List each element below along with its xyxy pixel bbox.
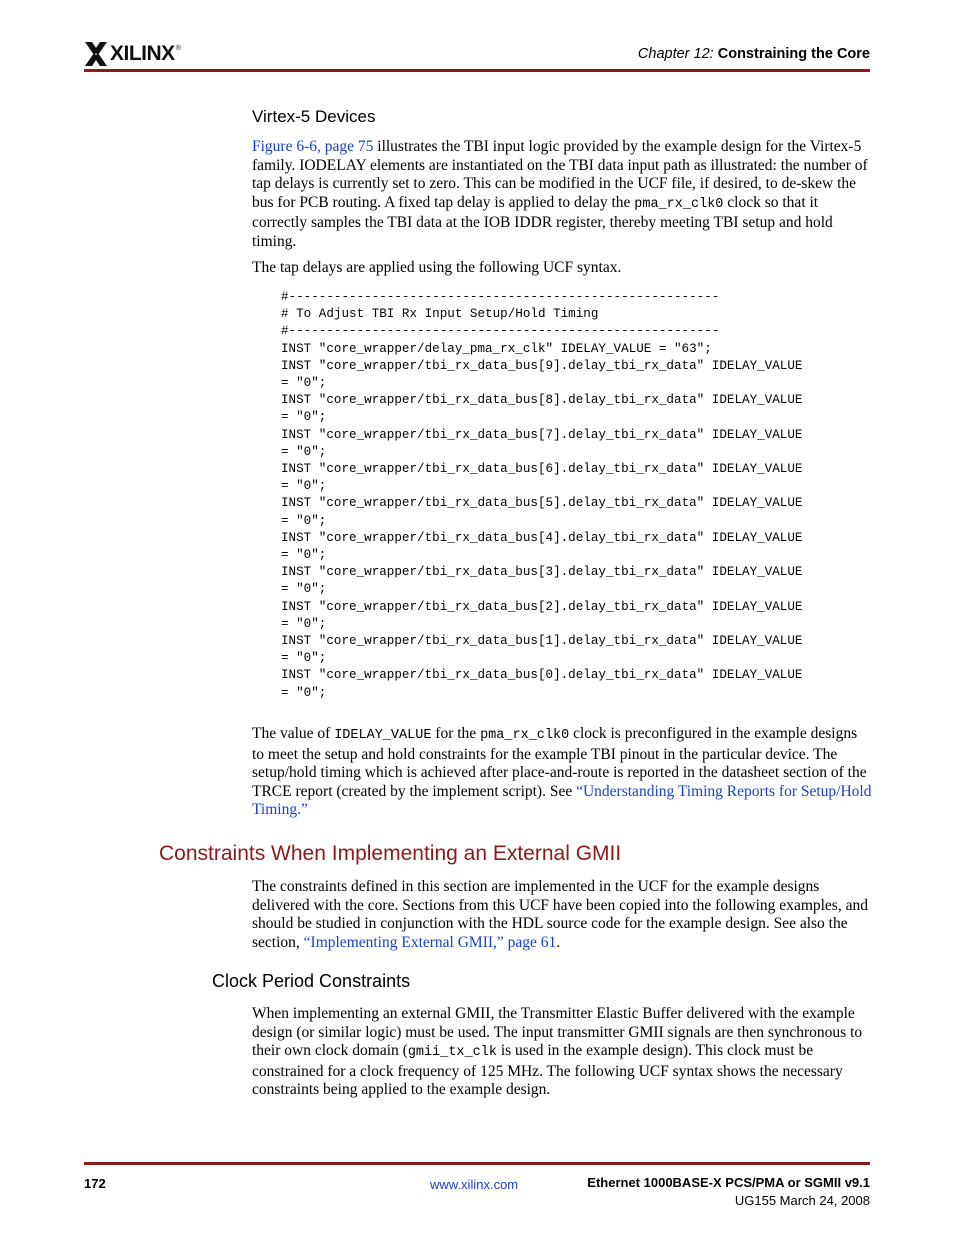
- code-line: INST "core_wrapper/delay_pma_rx_clk" IDELAY_VALUE = "63";: [281, 341, 712, 356]
- code-line: = "0";: [281, 582, 327, 597]
- xilinx-logo-icon: [84, 40, 108, 68]
- inline-code: pma_rx_clk0: [480, 728, 570, 743]
- virtex5-paragraph-2: The tap delays are applied using the following UCF syntax.: [252, 259, 622, 276]
- code-line: INST "core_wrapper/tbi_rx_data_bus[5].delay_tbi_rx_data" IDELAY_VALUE: [281, 496, 803, 511]
- code-line: = "0";: [281, 444, 327, 459]
- xilinx-logo: [84, 38, 181, 70]
- inline-code: pma_rx_clk0: [634, 196, 724, 212]
- virtex5-paragraph-1: Figure 6-6, page 75 illustrates the TBI input logic provided by the example design for the Virtex-5 family. IODELAY elements are instantiated on the TBI data input path as illustrated: the number of tap delays is currently set to zero. This can be modified in the UCF file, if desired, to de-skew the bus for PCB routing. A fixed tap delay is applied to delay the pma_rx_clk0 clock so that it correctly samples the TBI data at the IOB IDDR register, thereby meeting TBI setup and hold timing.: [252, 138, 868, 250]
- virtex5-paragraph-3: The value of IDELAY_VALUE for the pma_rx_clk0 clock is preconfigured in the example designs to meet the setup and hold constraints for the example TBI pinout in the particular device. The setup/hold timing which is achieved after place-and-route is reported in the datasheet section of the TRCE report (created by the implement script). See “Understanding Timing Reports for Setup/Hold Timing.”: [252, 725, 872, 819]
- document-date: UG155 March 24, 2008: [734, 1193, 870, 1208]
- code-line: = "0";: [281, 479, 327, 494]
- chapter-title: Constraining the Core: [717, 46, 870, 62]
- code-line: INST "core_wrapper/tbi_rx_data_bus[2].delay_tbi_rx_data" IDELAY_VALUE: [281, 599, 803, 614]
- code-line: INST "core_wrapper/tbi_rx_data_bus[1].delay_tbi_rx_data" IDELAY_VALUE: [281, 634, 803, 649]
- inline-code: IDELAY_VALUE: [334, 728, 432, 743]
- code-line: INST "core_wrapper/tbi_rx_data_bus[6].delay_tbi_rx_data" IDELAY_VALUE: [281, 462, 803, 477]
- code-line: = "0";: [281, 685, 327, 700]
- code-line: #---------------------------------------------------------: [281, 324, 720, 339]
- inline-code: gmii_tx_clk: [407, 1045, 497, 1061]
- footer-rule: [84, 1162, 870, 1165]
- code-line: INST "core_wrapper/tbi_rx_data_bus[8].delay_tbi_rx_data" IDELAY_VALUE: [281, 393, 803, 408]
- figure-6-6-link[interactable]: Figure 6-6, page 75: [252, 138, 374, 155]
- code-line: = "0";: [281, 513, 327, 528]
- xilinx-url-link[interactable]: www.xilinx.com: [430, 1177, 519, 1192]
- document-title: Ethernet 1000BASE-X PCS/PMA or SGMII v9.1: [587, 1175, 870, 1190]
- code-line: = "0";: [281, 410, 327, 425]
- clock-paragraph-1: When implementing an external GMII, the Transmitter Elastic Buffer delivered with the example design (or similar logic) must be used. The input transmitter GMII signals are then synchronous to their own clock domain (gmii_tx_clk is used in the example design). This clock must be constrained for a clock frequency of 125 MHz. The following UCF syntax shows the necessary constraints being applied to the example design.: [252, 1005, 863, 1099]
- implementing-external-gmii-link[interactable]: “Implementing External GMII,” page 61: [303, 933, 557, 951]
- code-line: INST "core_wrapper/tbi_rx_data_bus[0].delay_tbi_rx_data" IDELAY_VALUE: [281, 668, 803, 683]
- code-line: INST "core_wrapper/tbi_rx_data_bus[7].delay_tbi_rx_data" IDELAY_VALUE: [281, 427, 803, 442]
- virtex5-heading: Virtex-5 Devices: [252, 107, 376, 126]
- timing-reports-link[interactable]: “Understanding Timing Reports for Setup/Hold Timing.”: [252, 782, 872, 819]
- clock-period-heading: Clock Period Constraints: [212, 971, 411, 991]
- code-line: = "0";: [281, 376, 327, 391]
- code-line: #---------------------------------------------------------: [281, 290, 720, 304]
- code-line: INST "core_wrapper/tbi_rx_data_bus[4].delay_tbi_rx_data" IDELAY_VALUE: [281, 530, 803, 545]
- header-rule: [84, 69, 870, 72]
- page-number: 172: [84, 1176, 106, 1191]
- code-line: INST "core_wrapper/tbi_rx_data_bus[3].delay_tbi_rx_data" IDELAY_VALUE: [281, 565, 803, 580]
- chapter-header: [638, 46, 870, 62]
- code-line: = "0";: [281, 651, 327, 666]
- code-line: INST "core_wrapper/tbi_rx_data_bus[9].delay_tbi_rx_data" IDELAY_VALUE: [281, 358, 803, 373]
- chapter-label: Chapter 12:: [637, 46, 714, 62]
- code-line: = "0";: [281, 548, 327, 563]
- ucf-code-block: [281, 289, 802, 702]
- code-line: # To Adjust TBI Rx Input Setup/Hold Timing: [281, 307, 599, 322]
- logo-registered-mark: ®: [175, 44, 181, 52]
- code-line: = "0";: [281, 616, 327, 631]
- gmii-section-heading: Constraints When Implementing an External GMII: [159, 842, 622, 865]
- logo-text: XILINX: [110, 42, 175, 65]
- gmii-paragraph-1: The constraints defined in this section are implemented in the UCF for the example designs delivered with the core. Sections from this UCF have been copied into the following examples, and should be studied in conjunction with the HDL source code for the example design. See also the section, “Implementing External GMII,” page 61.: [252, 878, 868, 951]
